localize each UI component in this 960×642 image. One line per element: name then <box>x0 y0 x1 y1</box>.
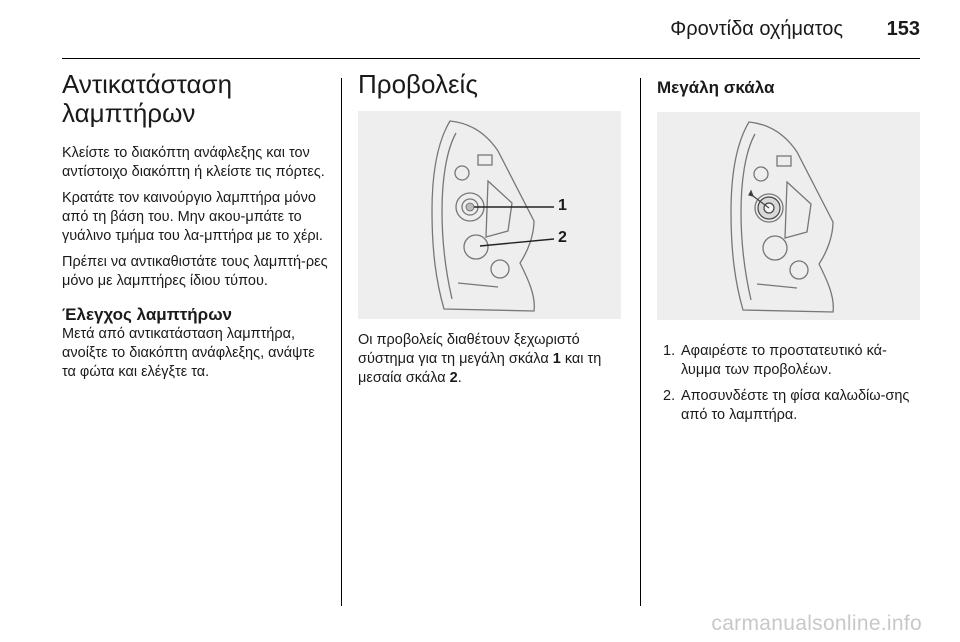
list-item <box>657 387 922 425</box>
column-divider-1 <box>341 78 342 606</box>
list-item <box>657 342 922 380</box>
watermark: carmanualsonline.info <box>711 612 922 635</box>
header-rule <box>62 58 920 59</box>
chapter-title: Φροντίδα οχήματος <box>670 18 843 40</box>
caption-ref-2: 2 <box>449 370 458 386</box>
page-header <box>0 0 960 62</box>
column-high-beam <box>657 70 922 432</box>
high-beam-figure <box>657 112 920 320</box>
subsection-heading: Έλεγχος λαμπτήρων <box>62 305 233 324</box>
column-divider-2 <box>640 78 641 606</box>
page-number: 153 <box>886 18 920 40</box>
figure-label-1: 1 <box>558 197 567 214</box>
headlight-figure <box>358 111 621 319</box>
high-beam-illustration <box>657 112 920 320</box>
paragraph: Πρέπει να αντικαθιστάτε τους λαμπτή-ρες μόνο με λαμπτήρες ίδιου τύπου. <box>62 254 328 289</box>
step-text: Αποσυνδέστε τη φίσα καλωδίω-σης από το λαμπτήρα. <box>681 388 910 423</box>
headlight-illustration <box>358 111 621 319</box>
paragraph: Μετά από αντικατάσταση λαμπτήρα, ανοίξτε το διακόπτη ανάφλεξης, ανάψτε τα φώτα και ελέγξτε τα. <box>62 326 315 380</box>
column-bulb-replacement <box>62 70 330 382</box>
caption-text: . <box>457 370 462 386</box>
caption-text: Οι προβολείς διαθέτουν ξεχωριστό σύστημα για τη μεγάλη σκάλα <box>358 332 580 367</box>
caption-ref-1: 1 <box>552 351 561 367</box>
figure-caption <box>358 331 624 388</box>
section-heading: Αντικατάσταση λαμπτήρων <box>62 69 233 128</box>
section-heading: Μεγάλη σκάλα <box>657 78 775 97</box>
section-heading: Προβολείς <box>358 69 478 99</box>
paragraph: Κλείστε το διακόπτη ανάφλεξης και τον αντίστοιχο διακόπτη ή κλείστε τις πόρτες. <box>62 145 325 180</box>
step-number: 2. <box>663 388 676 404</box>
paragraph: Κρατάτε τον καινούργιο λαμπτήρα μόνο από τη βάση του. Μην ακου-μπάτε το γυάλινο τμήμα του λα-μπτήρα με το χέρι. <box>62 190 323 244</box>
caption-text: και τη μεσαία σκάλα <box>358 351 602 386</box>
step-text: Αφαιρέστε το προστατευτικό κά-λυμμα των προβολέων. <box>681 343 887 378</box>
step-number: 1. <box>663 343 676 359</box>
column-headlights <box>358 70 624 395</box>
figure-label-2: 2 <box>558 229 567 246</box>
instruction-steps <box>657 342 922 425</box>
